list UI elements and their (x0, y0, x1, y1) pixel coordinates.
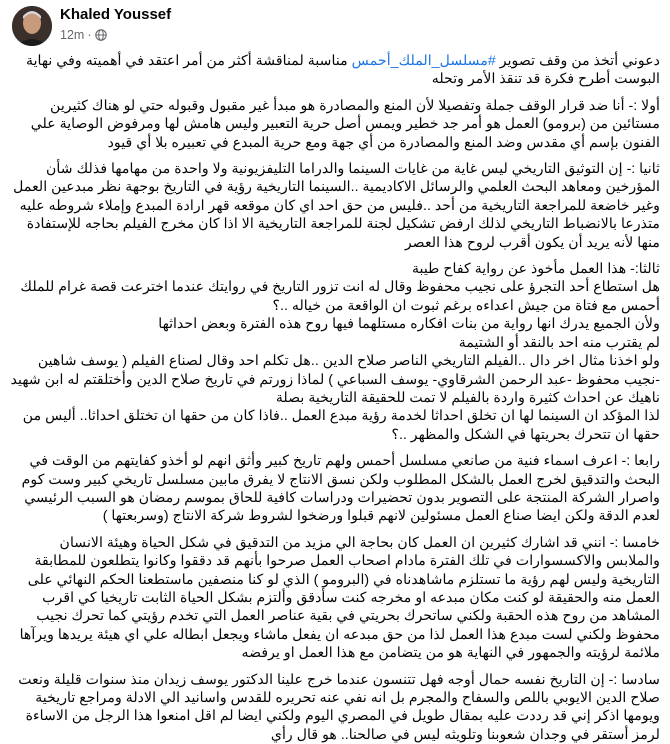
paragraph-first: أولا :- أنا ضد قرار الوقف جملة وتفصيلا لأن المنع والمصادرة هو مبدأ غير مقبول وقبوله حتي لو هناك كثيرين مستائين من (برومو) العمل هو أمر جد خطير ويمس أصل حرية التعبير وليس هامش لها ومرفوض الوصاية علي الفنون بإسم أي مقدس وضد المنع والمصادرة من أي جهة ومع حرية المبدع في تعبيره بلا أي قيود (30, 97, 660, 151)
post-meta (60, 28, 107, 42)
meta-separator: · (87, 28, 92, 42)
post-header (0, 0, 670, 50)
paragraph-third-question: هل استطاع أحد التجرؤ على نجيب محفوظ وقال له انت تزور التاريخ في روايتك عندما اخترعت قصة غرام للملك أحمس مع فتاة من جيش اعداءه برغم ثبوت ان الواقعة من خياله ..؟ (20, 279, 660, 314)
paragraph-third-example: ولو اخذنا مثال اخر دال ..الفيلم التاريخي الناصر صلاح الدين ..هل تكلم احد وقال لصناع الفيلم ( يوسف شاهين -نجيب محفوظ -عبد الرحمن الشرقاوي- يوسف السباعي ) لماذا زورتم في تاريخ صلاح الدين وأختلقتم له ابن شهيد ناهيك عن احداث كثيرة واردة بالفيلم لا تمت للحقيقة التاريخية بصلة (10, 353, 660, 406)
post-timestamp[interactable]: 12m (60, 28, 85, 42)
paragraph-fifth: خامسا :- انني قد اشارك كثيرين ان العمل كان بحاجة الي مزيد من التدقيق في شكل الحياة وهيئة الانسان والملابس والاكسسوارات في تلك الفترة مادام اصحاب العمل صرحوا بأنهم قد دققوا وكانوا يتطلعون للمطابقة التاريخية وليس لهم رؤية ما تستلزم ماشاهدناه في (البرومو ) الذي لو كنا منصفين ماستطعنا الحكم النهائي على العمل منه والحقيقة لو كنت مكان مبدعه او مخرجه كنت سأدقق وألتزم بشكل الحياة الثابت تاريخيا كي اقرب المشاهد من روح هذه الحقبة ولكني ساتحرك بحريتي في بقية عناصر العمل التي تخدم رؤيتي كما تحرك نجيب محفوظ ولكني لست مبدع هذا العمل لذا من حق مبدعه ان يفعل ماشاء ويجعل ابطاله علي اي هيئة يريدها ويرآها ملائمة لرؤيته والجمهور في النهاية هو من يتضامن مع هذا العمل او يرفضه (19, 534, 660, 662)
profile-photo-icon (12, 6, 52, 46)
paragraph-fourth: رابعا :- اعرف اسماء فنية من صانعي مسلسل أحمس ولهم تاريخ كبير وأثق انهم لو أخذو كفايتهم من الوقت في البحث والتدقيق لخرج العمل بالشكل المطلوب ولكن نسق الانتاج لا يفرق مابين مسلسل تاريخي كبير وست كوم واصرار الشركة المنتجة على التصوير بدون تحضيرات ودراسات كافية للحاق بموسم رمضان هو السبب الرئيسي لعدم الدقة ولكن ايضا صناع العمل مسئولين لانهم قبلوا ورضخوا لشروط شركة الانتاج (وسربعتها ) (21, 453, 660, 525)
paragraph-third-novel: ولأن الجميع يدرك انها رواية من بنات افكاره مستلهما فيها روح هذه الفترة وبعض احداثها (158, 316, 660, 333)
intro-text-end: مناسبة لمناقشة أكثر من أمر اعتقد في أهميته وفي نهاية البوست أطرح فكرة قد تنقذ الأمر وتحله (25, 53, 660, 88)
paragraph-third-heading: ثالثا:- هذا العمل مأخوذ عن رواية كفاح طيبة (411, 261, 660, 278)
paragraph-third-criticism: لم يقترب منه احد بالنقد أو الشتيمة (458, 334, 660, 351)
hashtag-link[interactable]: #مسلسل_الملك_أحمس (351, 53, 496, 69)
post-intro (8, 52, 660, 89)
paragraph-third-conclusion: لذا المؤكد ان السينما لها ان تخلق احداثا لخدمة رؤية مبدع العمل ..فاذا كان من حقها ان تختلق احداثا.. أليس من حقها ان تتحرك بحريتها في الشكل والمظهر ..؟ (22, 408, 660, 443)
globe-icon[interactable] (95, 29, 107, 41)
paragraph-second: ثانيا :- إن التوثيق التاريخي ليس غاية من غايات السينما والدراما التليفزيونية ولا واحدة من مهامها فذلك شأن المؤرخين ومعاهد البحث العلمي والرسائل الاكاديمية ..السينما التاريخية رؤية في التاريخ بوجهة نظر مبدعين العمل وغير خاضعة للمراجعة التاريخية من أحد ..فليس من حق احد اي كان موقعه قهر ارادة المبدع وإملاء شروطه عليه متذرعا بالانضباط التاريخي لذلك ارفض تشكيل لجنة للمراجعة التاريخية الا اذا كان مخرج الفيلم بحاجه للإستفادة منها لأنه يريد أن يكون أقرب لروح هذا العصر (13, 161, 660, 251)
intro-text-start: دعوني أتخذ من وقف تصوير (495, 53, 660, 69)
post-body (8, 52, 660, 744)
author-name[interactable]: Khaled Youssef (60, 6, 172, 23)
paragraph-sixth: سادسا :- إن التاريخ نفسه حمال أوجه فهل تتنسون عندما خرج علينا الدكتور يوسف زيدان منذ سنوات قليلة ونعت صلاح الدين الايوبي باللص والسفاح والمجرم بل انه نفي عنه تحريره للقدس واسانيد الي الادلة ومراجع تاريخية ويومها اذكر إني قد رددت عليه بمقال طويل في المصري اليوم ولكني ايضا لم اقل امنعوا هذا الرجل من الاساءة لرمز أستقر في وجدان شعوبنا وتلويثه ليس في صالحنا.. هو قال رأي (18, 671, 660, 743)
author-avatar[interactable] (12, 6, 52, 46)
